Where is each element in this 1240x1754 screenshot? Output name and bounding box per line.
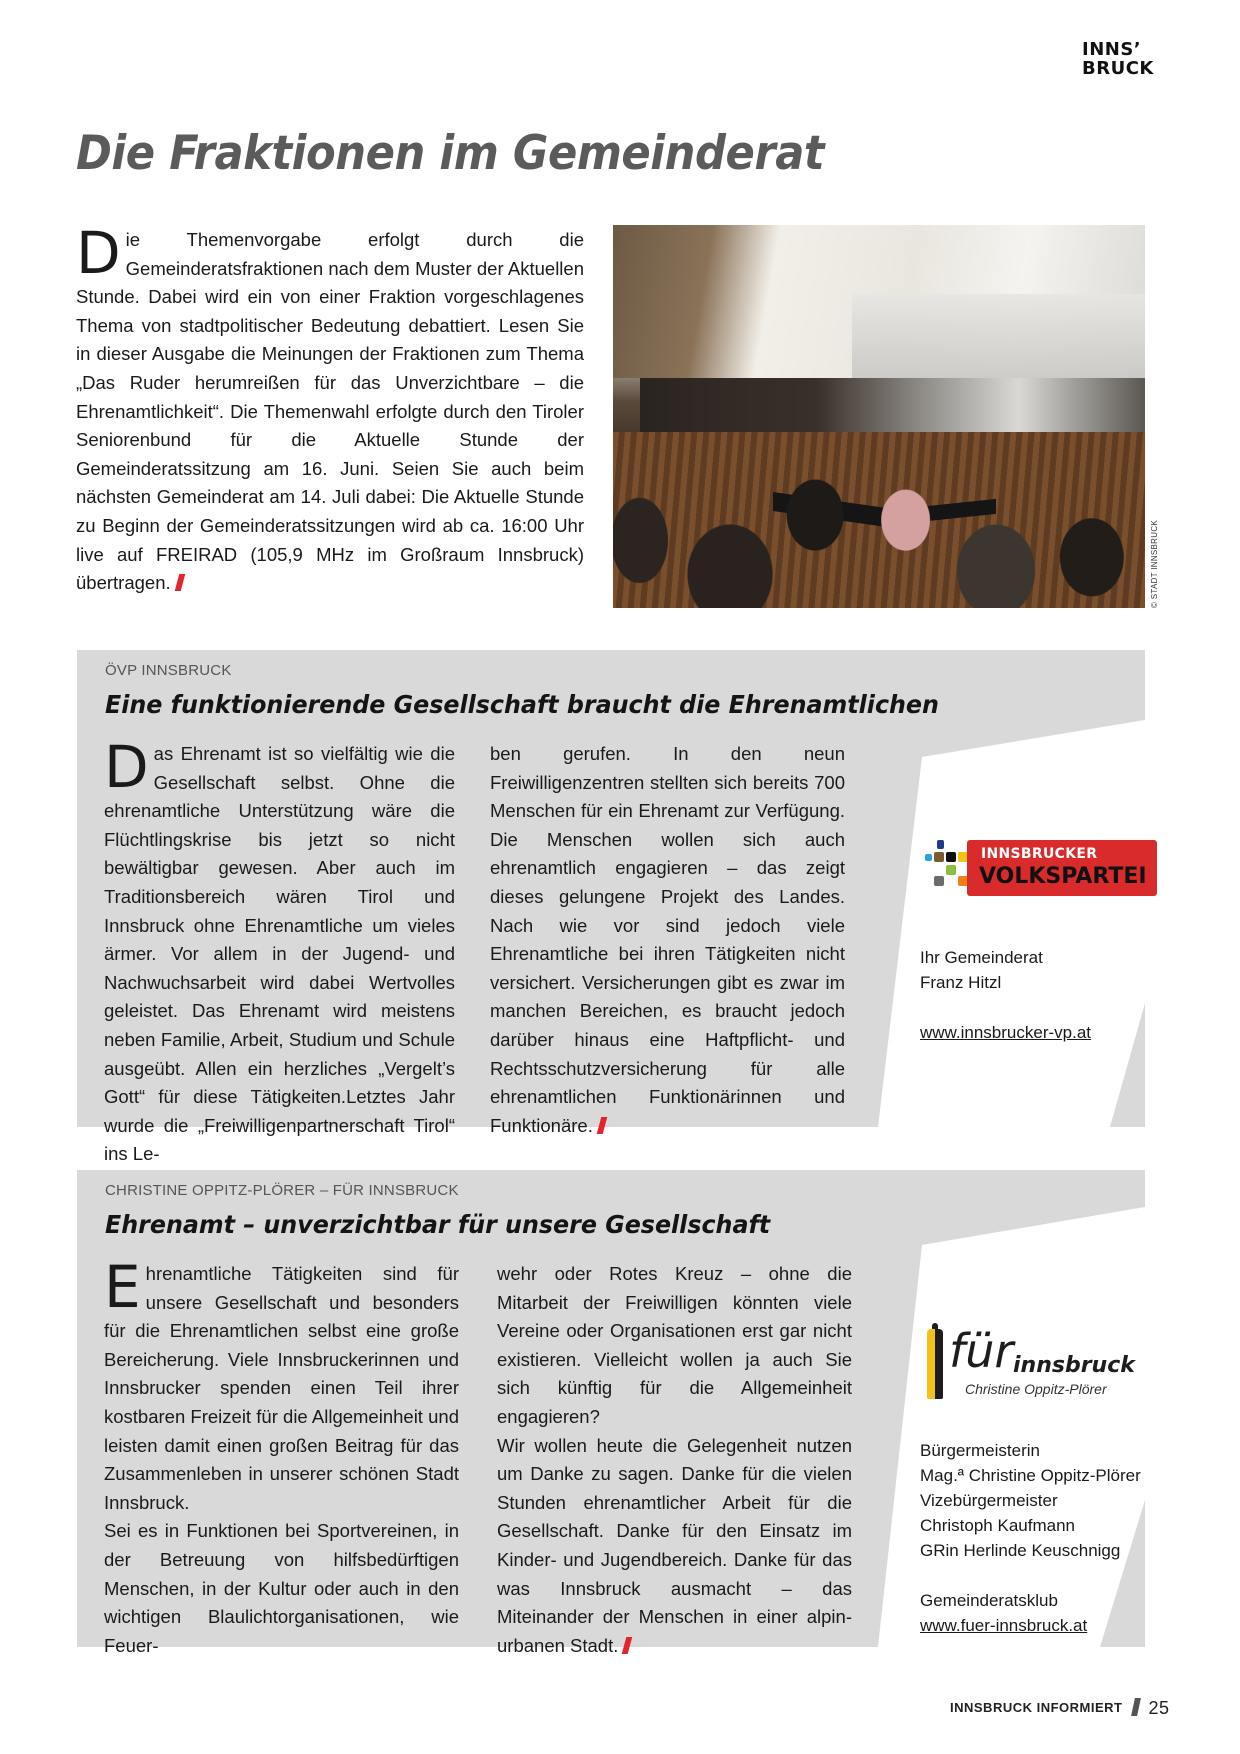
page-number: 25 [1148,1698,1170,1718]
page-title: Die Fraktionen im Gemeinderat [76,126,825,181]
contact-role: Bürgermeisterin [920,1441,1040,1460]
website-link[interactable]: www.innsbrucker-vp.at [920,1023,1092,1042]
logo-line-1: INNS’ [1082,39,1142,60]
column-1 [104,733,455,1169]
section-ovp [77,650,1147,1165]
section-fuer-innsbruck [77,1170,1145,1656]
logo-text-2: VOLKSPARTEI [979,864,1147,889]
party-label: CHRISTINE OPPITZ-PLÖRER – FÜR INNSBRUCK [105,1182,459,1199]
contact-block [920,945,1091,1045]
photo-credit: © STADT INNSBRUCK [1150,519,1159,608]
contact-name: Franz Hitzl [920,973,1002,992]
column-2 [497,1260,852,1660]
intro-body: ie Themenvorgabe erfolgt durch die Gemeinderatsfraktionen nach dem Muster der Aktuellen Stunde. Dabei wird ein von einer Fraktion vorgeschlagenes Thema von stadtpolitischer Bedeutung debattiert. Lesen Sie in dieser Ausgabe die Meinungen der Fraktionen zum Thema „Das Ruder herumreißen für das Unverzichtbare – die Ehrenamtlichkeit“. Die Themenwahl erfolgte durch den Tiroler Seniorenbund für die Aktuelle Stunde der Gemeinderatssitzung am 16. Juni. Seien Sie auch beim nächsten Gemeinderat am 14. Juli dabei: Die Aktuelle Stunde zu Beginn der Gemeinderatssitzungen wird ab ca. 16:00 Uhr live auf FREIRAD (105,9 MHz im Großraum Innsbruck) übertragen. [76,229,584,594]
intro-text [76,219,584,598]
column-text: Sei es in Funktionen bei Sportvereinen, in der Betreuung von hilfsbedürftigen Menschen, in der Kultur oder auch in den wichtigen Blaulichtorganisationen, wie Feuer- [104,1520,459,1656]
club-label: Gemeinderatsklub [920,1591,1058,1610]
contact-name: Mag.ª Christine Oppitz-Plörer [920,1466,1141,1485]
column-text: Wir wollen heute die Gelegenheit nutzen um Danke zu sagen. Danke für die vielen Stunden ehrenamtlicher Arbeit für die Gesellschaft. Danke für den Einsatz im Kinder- und Jugendbereich. Danke für das was Innsbruck ausmacht – das Miteinander der Menschen in einer alpin-urbanen Stadt. [497,1434,852,1656]
footer-label: INNSBRUCK INFORMIERT [950,1700,1123,1715]
logo-text-innsbruck: innsbruck [1013,1353,1135,1378]
end-mark-icon [174,574,185,591]
section-headline: Eine funktionierende Gesellschaft braucht die Ehrenamtlichen [105,690,939,719]
logo-text-1: INNSBRUCKER [981,846,1098,862]
column-text: as Ehrenamt ist so vielfältig wie die Gesellschaft selbst. Ohne die ehrenamtliche Unterstützung wäre die Flüchtlingskrise bis jetzt so nicht bewältigbar gewesen. Aber auch im Traditionsbereich wären Tirol und Innsbruck ohne Ehrenamtliche um vieles ärmer. Vor allem in der Jugend- und Nachwuchsarbeit wird dabei Wertvolles geleistet. Das Ehrenamt wird meistens neben Familie, Arbeit, Studium und Schule ausgeübt. Allen ein herzliches „Vergelt’s Gott“ für diese Tätigkeiten.Letztes Jahr wurde die „Freiwilligenpartnerschaft Tirol“ ins Le- [104,743,455,1165]
logo-line-2: BRUCK [1082,58,1154,79]
contact-role: Vizebürgermeister [920,1491,1058,1510]
section-headline: Ehrenamt – unverzichtbar für unsere Gesellschaft [105,1210,771,1239]
dropcap: D [104,733,149,801]
dropcap: E [104,1253,141,1321]
separator-icon [1131,1698,1141,1716]
column-text: wehr oder Rotes Kreuz – ohne die Mitarbeit der Freiwilligen könnten viele Vereine oder Organisationen erst gar nicht existieren. Vielleicht wollen ja auch Sie sich künftig für die Allgemeinheit engagieren? [497,1263,852,1427]
column-text: hrenamtliche Tätigkeiten sind für unsere Gesellschaft und besonders für die Ehrenamtlichen selbst eine große Bereicherung. Viele Innsbruckerinnen und Innsbrucker spenden einen Teil ihrer kostbaren Freizeit für die Allgemeinheit und leisten damit einen großen Beitrag für das Zusammenleben in unserer schönen Stadt Innsbruck. [104,1263,459,1513]
website-link[interactable]: www.fuer-innsbruck.at [920,1616,1088,1635]
contact-role: Ihr Gemeinderat [920,948,1043,967]
contact-block [920,1438,1141,1638]
contact-name: Christoph Kaufmann [920,1516,1075,1535]
logo-text-name: Christine Oppitz-Plörer [965,1381,1107,1397]
ovp-logo [925,838,1157,898]
innsbruck-logo [1082,40,1154,78]
fuer-innsbruck-logo [927,1323,1167,1407]
party-label: ÖVP INNSBRUCK [105,662,232,679]
column-2 [490,740,845,1140]
column-1 [104,1253,459,1660]
logo-text-fur: für [949,1324,1014,1378]
end-mark-icon [622,1637,633,1654]
column-text: ben gerufen. In den neun Freiwilligenzentren stellten sich bereits 700 Menschen für ein Ehrenamt zur Verfügung. Die Menschen wollen sich auch ehrenamtlich engagieren – das zeigt dieses gelungene Projekt des Landes. Nach wie vor sind jedoch viele Ehrenamtliche bei ihren Tätigkeiten nicht versichert. Versicherungen gibt es zwar im manchen Bereichen, es braucht jedoch darüber hinaus eine Haftpflicht- und Rechtsschutzversicherung für alle ehrenamtlichen Funktionärinnen und Funktionäre. [490,743,845,1136]
page-footer [950,1698,1170,1719]
ovp-logo-badge [967,840,1157,896]
council-photo [613,225,1145,608]
dropcap: D [76,219,121,287]
end-mark-icon [597,1117,608,1134]
contact-name: GRin Herlinde Keuschnigg [920,1541,1121,1560]
